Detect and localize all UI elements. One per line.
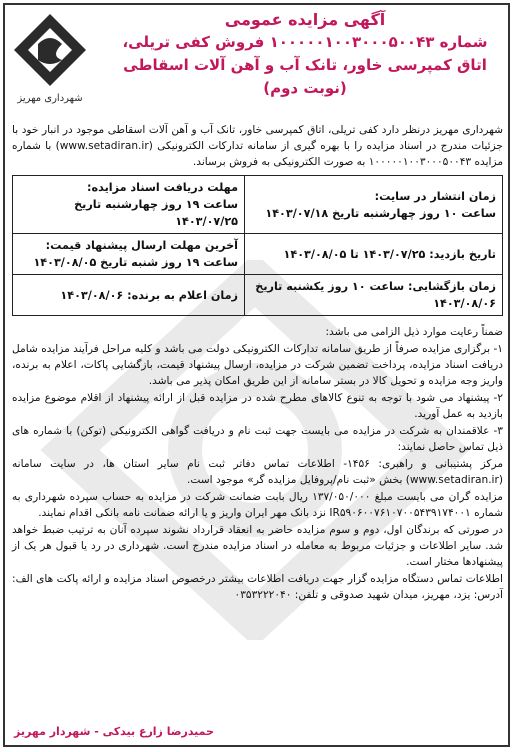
visit-cell [245, 234, 503, 275]
notice-round: (نوبت دوم) [263, 79, 347, 97]
contact-info: اطلاعات تماس دستگاه مزایده گزار جهت دریافت اطلاعات بیشتر درخصوص اسناد مزایده و ارائه پاکت های الف: آدرس: یزد، مهریز، میدان شهید صدوقی و تلفن: ۰۳۵۳۲۲۲۰۴۰ [12, 573, 503, 601]
conditions-intro: ضمناً رعایت موارد ذیل الزامی می باشد: [325, 326, 503, 338]
opening-value: زمان بازگشایی: ساعت ۱۰ روز یکشنبه تاریخ ۱۴۰۳/۰۸/۰۶ [255, 280, 496, 310]
notice-header [10, 8, 505, 120]
winner-value: زمان اعلام به برنده: ۱۴۰۳/۰۸/۰۶ [60, 288, 238, 302]
table-row [13, 234, 503, 275]
intro-paragraph: شهرداری مهریز درنظر دارد کفی تریلی، اتاق کمپرسی خاور، تانک آب و آهن آلات اسقاطی موجود در انبار خود با جزئیات مندرج در اسناد مزایده را با بهره گیری از سامانه تدارکات الکترونیکی (www.setadiran.ir) با شماره مزایده ۱۰۰۰۰۰۱۰۰۳۰۰۰۵۰۰۴۳ به صورت الکترونیکی به فروش برساند. [12, 124, 503, 168]
bid-deadline-value: ساعت ۱۹ روز شنبه تاریخ ۱۴۰۳/۰۸/۰۵ [33, 256, 238, 269]
table-row [13, 275, 503, 316]
bid-deadline-label: آخرین مهلت ارسال پیشنهاد قیمت: [45, 239, 238, 252]
publish-value: ساعت ۱۰ روز چهارشنبه تاریخ ۱۴۰۳/۰۷/۱۸ [265, 206, 496, 220]
deposit-info: مزایده گران می بایست مبلغ ۱۳۷/۰۵۰/۰۰۰ ریال بابت ضمانت شرکت در مزایده به حساب سپرده شهرداری به شماره IR۵۹۰۶۰۰۷۶۱۰۷۰۰۵۴۳۹۱۷۴۰۰۱ نزد بانک مهر ایران واریز و یا ارائه ضمانت نامه بانکی اقدام نمایند. [12, 491, 503, 519]
conditions-section [12, 324, 503, 604]
condition-item-2: ۲- پیشنهاد می شود با توجه به تنوع کالاهای مطرح شده در مزایده قبل از ارائه پیشنهاد از اقلام موضوع مزایده بازدید به عمل آورید. [12, 392, 503, 420]
municipality-logo-icon [10, 10, 90, 106]
notice-title: آگهی مزایده عمومی [224, 10, 386, 29]
signature: حمیدرضا زارع بیدکی - شهردار مهریز [14, 725, 214, 738]
publish-label: زمان انتشار در سایت: [374, 189, 496, 203]
notice-subtitle-line-1: شماره ۱۰۰۰۰۰۱۰۰۳۰۰۰۵۰۰۴۳ فروش کفی تریلی، [122, 33, 488, 51]
visit-value: تاریخ بازدید: ۱۴۰۳/۰۷/۲۵ تا ۱۴۰۳/۰۸/۰۵ [283, 247, 496, 261]
schedule-table [12, 175, 503, 316]
publish-cell [245, 176, 503, 234]
notice-subtitle-line-2: اتاق کمپرسی خاور، تانک آب و آهن آلات اسقاطی [123, 56, 487, 74]
condition-item-1: ۱- برگزاری مزایده صرفاً از طریق سامانه تدارکات الکترونیکی دولت می باشد و کلیه مراحل فرآیند مزایده شامل دریافت اسناد مزایده، پرداخت تضمین شرکت در مزایده، ارسال پیشنهاد قیمت، بازگشایی پاکات، اعلام به برنده، واریز وجه مزایده و تحویل کالا در بستر سامانه از این طریق امکان پذیر می باشد. [12, 343, 503, 387]
docs-deadline-value: ساعت ۱۹ روز چهارشنبه تاریخ ۱۴۰۳/۰۷/۲۵ [74, 198, 238, 228]
forfeit-info: در صورتی که برندگان اول، دوم و سوم مزایده حاضر به انعقاد قرارداد نشوند سپرده آنان به ترتیب ضبط خواهد شد. سایر اطلاعات و جزئیات مربوط به معامله در اسناد مزایده مندرج است. شهرداری در رد یا قبول هر یک از پیشنهادها مختار است. [12, 524, 503, 568]
table-row [13, 176, 503, 234]
docs-deadline-cell [13, 176, 245, 234]
docs-deadline-label: مهلت دریافت اسناد مزایده: [87, 181, 238, 194]
logo-caption: شهرداری مهریز [17, 93, 83, 104]
winner-cell [13, 275, 245, 316]
notice-title-block [105, 8, 505, 100]
intro-section [12, 122, 503, 170]
opening-cell [245, 275, 503, 316]
condition-item-3: ۳- علاقمندان به شرکت در مزایده می بایست جهت ثبت نام و دریافت گواهی الکترونیکی (توکن) با شماره های ذیل تماس حاصل نمایند: [12, 425, 503, 453]
support-info: مرکز پشتیبانی و راهبری: ۱۴۵۶- اطلاعات تماس دفاتر ثبت نام سایر استان ها، در سایت سامانه (www.setadiran.ir) بخش «ثبت نام/پروفایل مزایده گر» موجود است. [12, 458, 504, 486]
bid-deadline-cell [13, 234, 245, 275]
